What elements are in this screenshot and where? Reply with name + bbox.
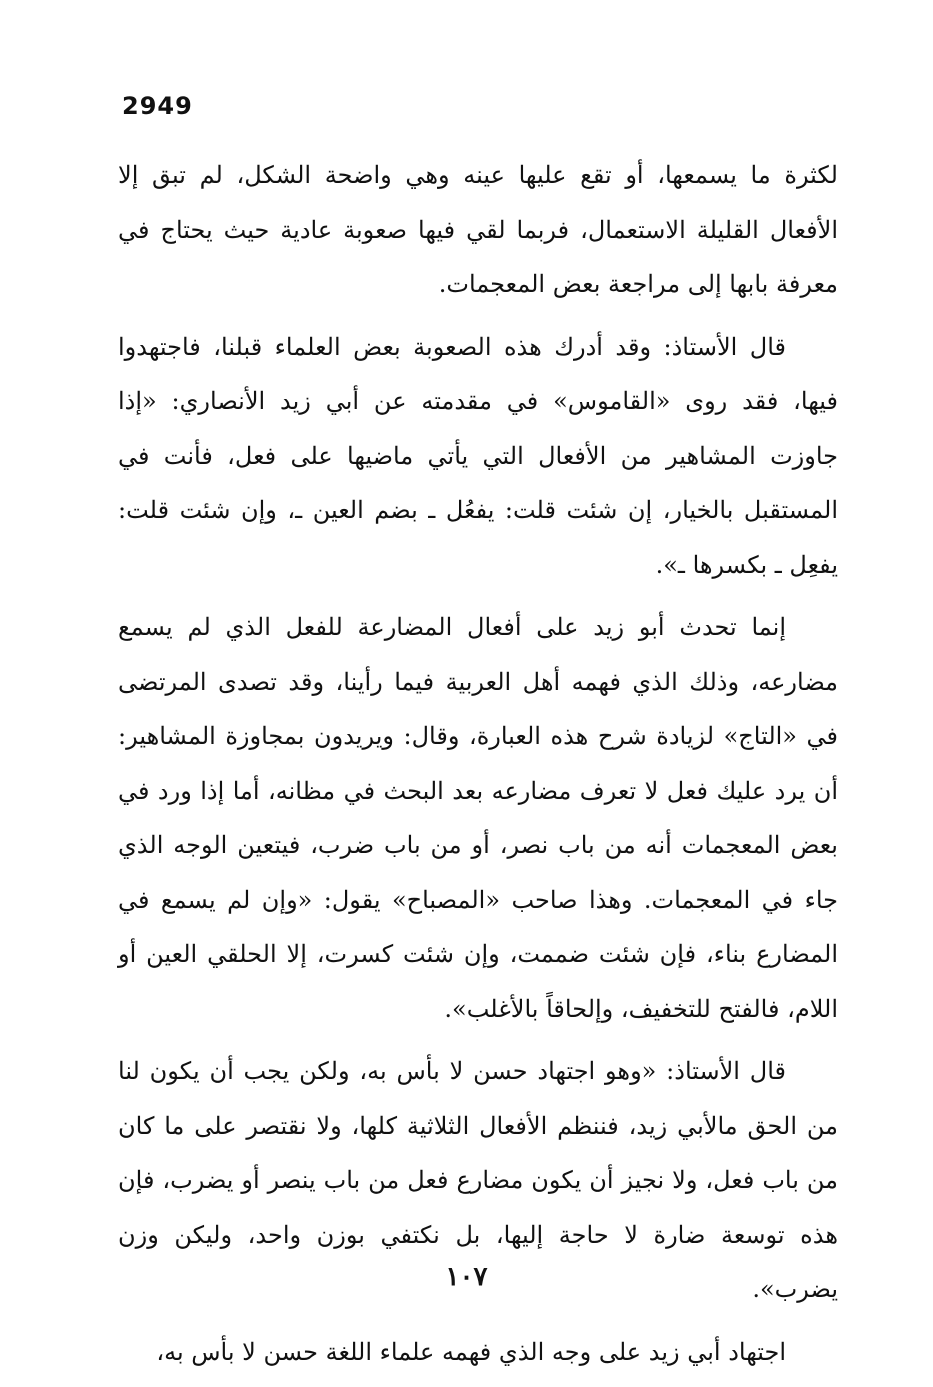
- paragraph-3: إنما تحدث أبو زيد على أفعال المضارعة للفعل الذي لم يسمع مضارعه، وذلك الذي فهمه أهل العربية فيما رأينا، وقد تصدى المرتضى في «التاج» لزيادة شرح هذه العبارة، وقال: ويريدون بمجاوزة المشاهير: أن يرد عليك فعل لا تعرف مضارعه بعد البحث في مظانه، أما إذا ورد في بعض المعجمات أنه من باب نصر، أو من باب ضرب، فيتعين الوجه الذي جاء في المعجمات. وهذا صاحب «المصباح» يقول: «وإن لم يسمع في المضارع بناء، فإن شئت ضممت، وإن شئت كسرت، إلا الحلقي العين أو اللام، فالفتح للتخفيف، وإلحاقاً بالأغلب».: [118, 613, 838, 1023]
- page-number: ١٠٧: [445, 1262, 488, 1292]
- paragraph-5: اجتهاد أبي زيد على وجه الذي فهمه علماء اللغة حسن لا بأس به،: [156, 1337, 786, 1366]
- paragraph-1: لكثرة ما يسمعها، أو تقع عليها عينه وهي واضحة الشكل، لم تبق إلا الأفعال القليلة الاستعمال، فربما لقي فيها صعوبة عادية حيث يحتاج في معرفة بابها إلى مراجعة بعض المعجمات.: [118, 161, 838, 298]
- body-text: [118, 148, 838, 1387]
- paragraph-4: قال الأستاذ: «وهو اجتهاد حسن لا بأس به، ولكن يجب أن يكون لنا من الحق مالأبي زيد، فننظم الأفعال الثلاثية كلها، ولا نقتصر على ما كان من باب فعل، ولا نجيز أن يكون مضارع فعل من باب ينصر أو يضرب، فإن هذه توسعة ضارة لا حاجة إليها، بل نكتفي بوزن واحد، وليكن وزن يضرب».: [118, 1057, 838, 1303]
- folio-code: 2949: [122, 92, 193, 120]
- paragraph-2: قال الأستاذ: وقد أدرك هذه الصعوبة بعض العلماء قبلنا، فاجتهدوا فيها، فقد روى «القاموس» في مقدمته عن أبي زيد الأنصاري: «إذا جاوزت المشاهير من الأفعال التي يأتي ماضيها على فعل، فأنت في المستقبل بالخيار، إن شئت قلت: يفعُل ـ بضم العين ـ، وإن شئت قلت: يفعِل ـ بكسرها ـ».: [118, 332, 838, 579]
